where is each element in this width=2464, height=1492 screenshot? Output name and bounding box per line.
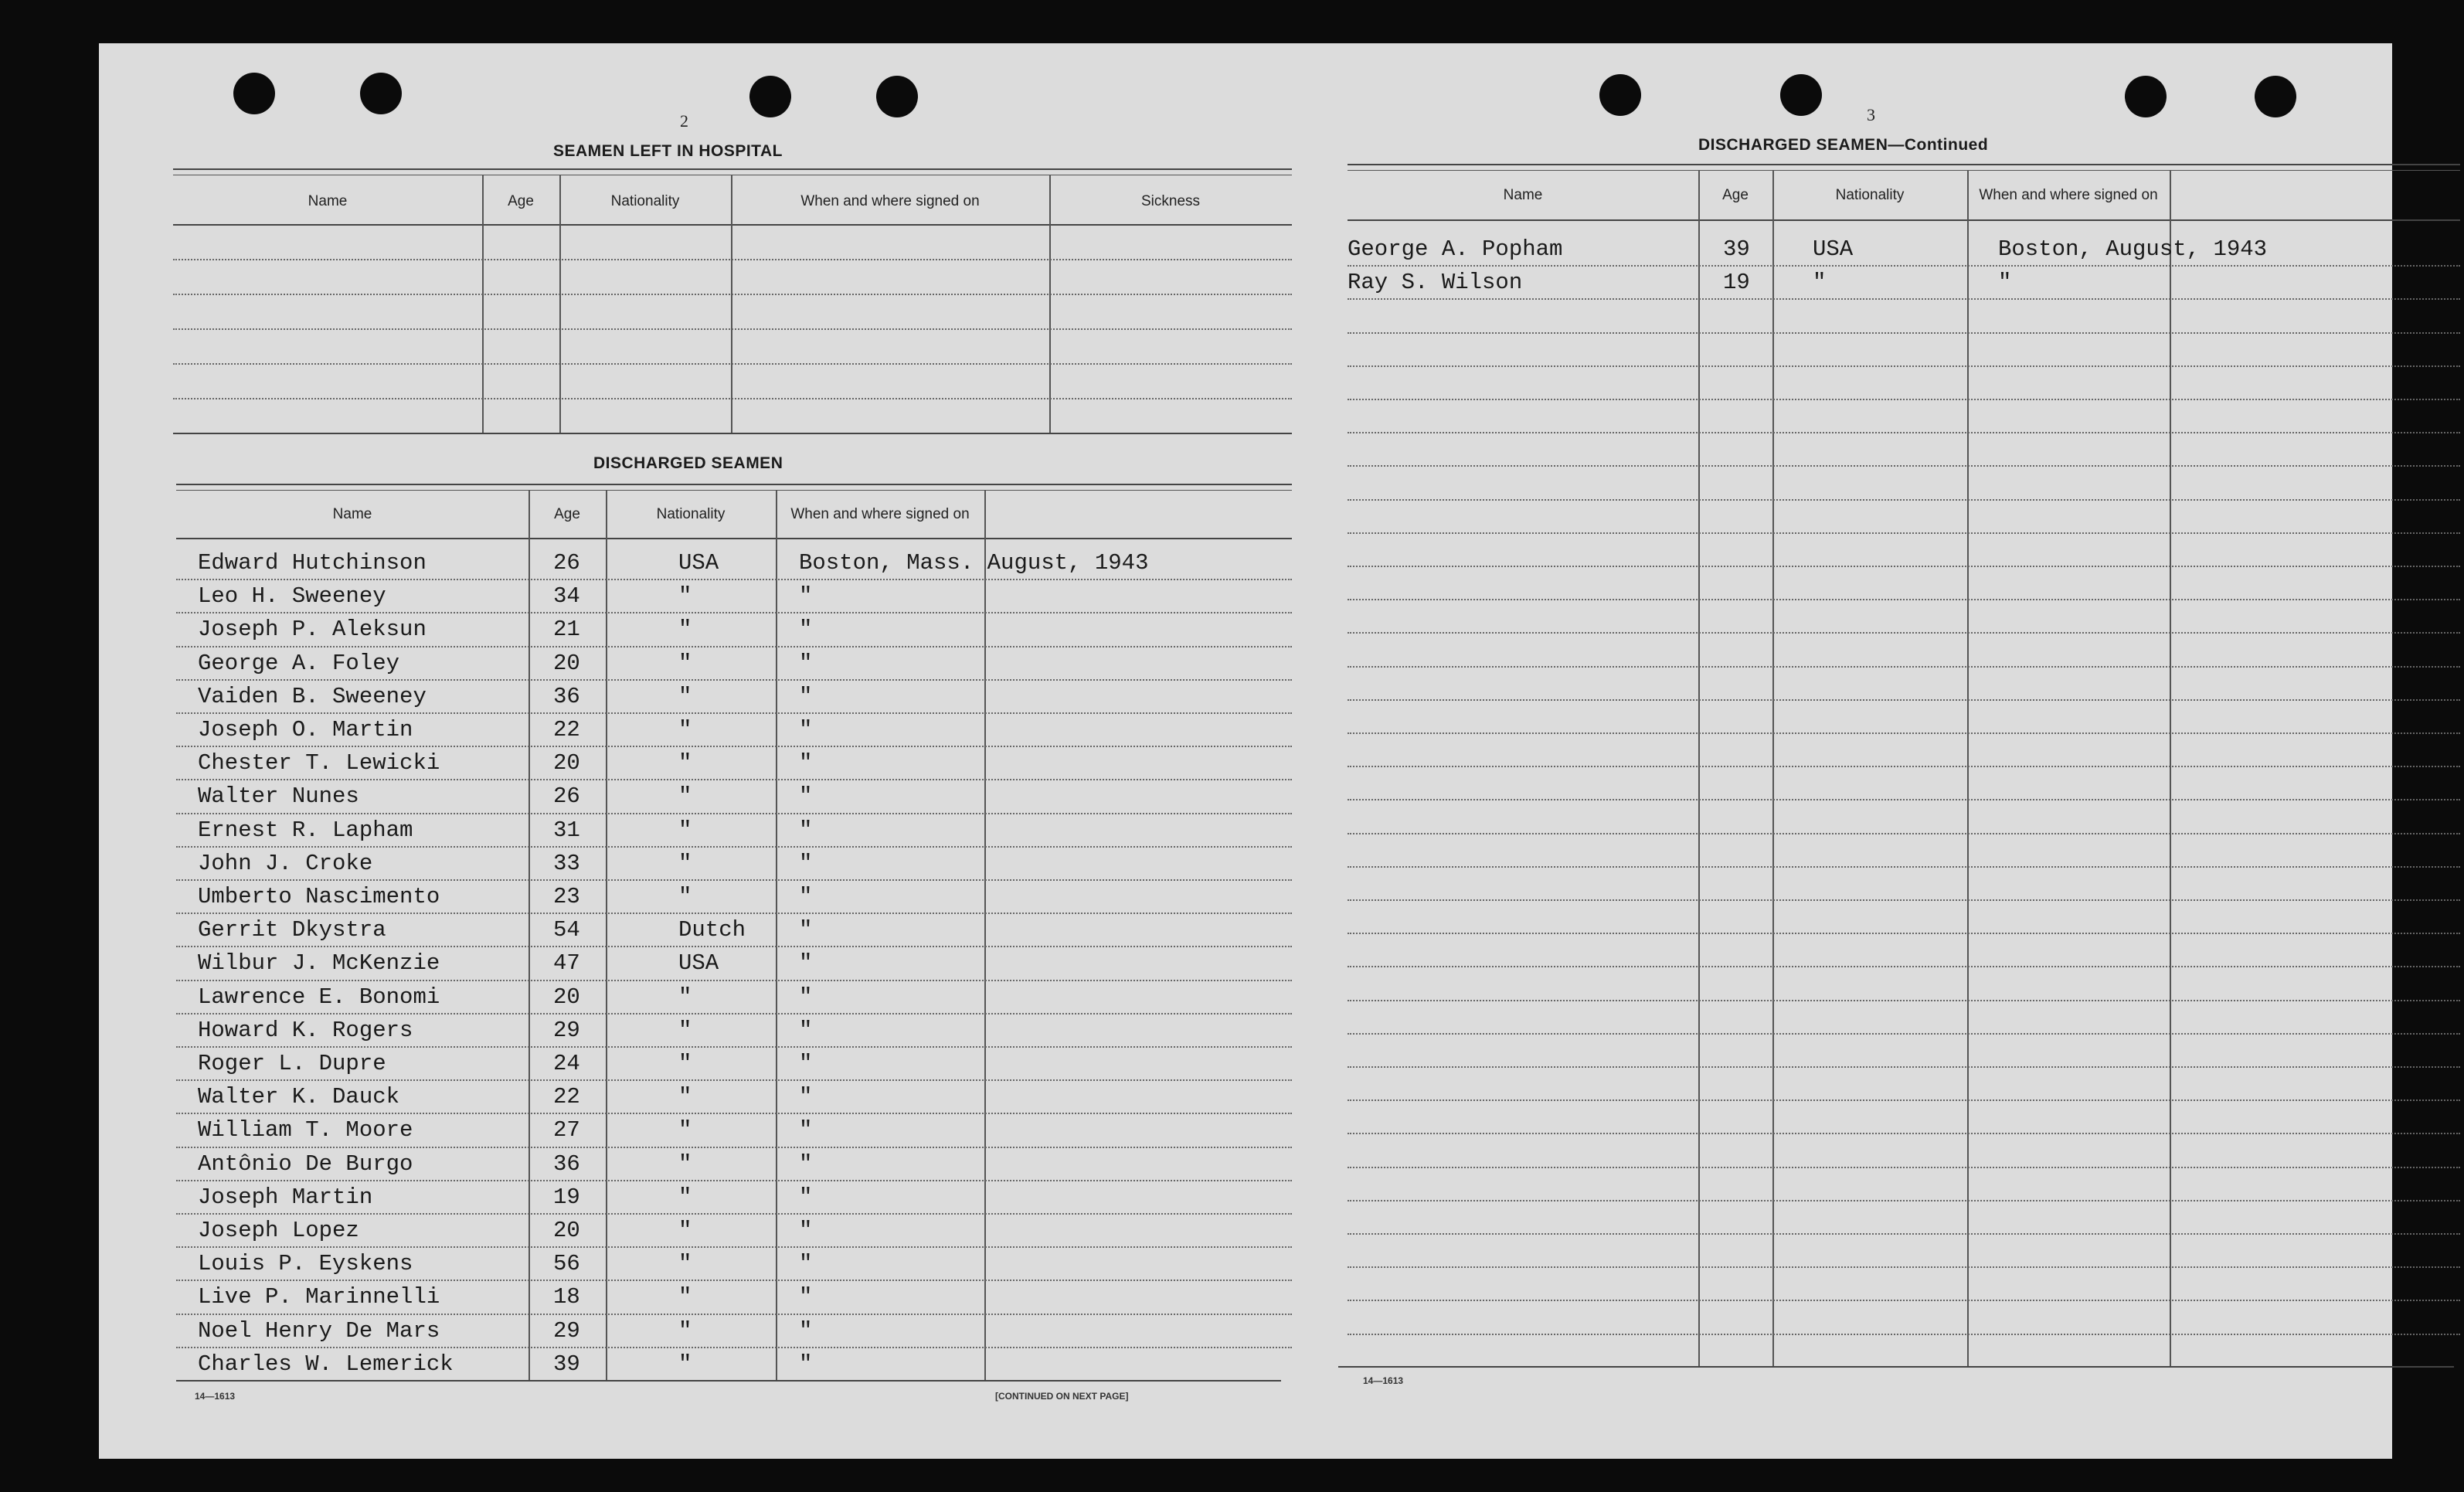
- row-rule: [173, 259, 1292, 260]
- row-rule: [176, 846, 1292, 848]
- table-rule: [1348, 219, 2460, 221]
- cell-nationality: ": [678, 617, 692, 643]
- cell-nationality: Dutch: [678, 917, 746, 943]
- punch-hole: [1780, 74, 1822, 116]
- row-rule: [176, 1246, 1292, 1248]
- row-rule: [1348, 265, 2460, 267]
- cell-name: Umberto Nascimento: [198, 884, 440, 909]
- cell-signed-on: Boston, August, 1943: [1998, 236, 2268, 262]
- cell-signed-on: ": [799, 817, 813, 843]
- cell-name: Gerrit Dkystra: [198, 917, 386, 943]
- table-rule: [1348, 164, 2460, 165]
- cell-nationality: ": [678, 1084, 692, 1110]
- row-rule: [176, 712, 1292, 714]
- row-rule: [176, 746, 1292, 747]
- cell-signed-on: ": [799, 884, 813, 909]
- punch-hole: [1599, 74, 1641, 116]
- cell-name: John J. Croke: [198, 850, 373, 876]
- table-rule: [173, 224, 1292, 226]
- cell-nationality: ": [678, 783, 692, 810]
- row-rule: [173, 328, 1292, 330]
- cell-signed-on: ": [799, 617, 813, 643]
- row-rule: [173, 363, 1292, 365]
- cell-signed-on: ": [799, 650, 813, 676]
- row-rule: [1348, 332, 2460, 334]
- table-rule: [1338, 1366, 2454, 1368]
- page-number: 3: [1867, 105, 1875, 124]
- row-rule: [176, 913, 1292, 914]
- cell-nationality: ": [678, 817, 692, 843]
- cell-age: 54: [553, 917, 580, 943]
- cell-age: 27: [553, 1117, 580, 1144]
- cell-name: Leo H. Sweeney: [198, 583, 386, 610]
- row-rule: [1348, 365, 2460, 367]
- row-rule: [173, 398, 1292, 399]
- column-divider: [1967, 170, 1969, 1366]
- row-rule: [176, 1013, 1292, 1014]
- row-rule: [176, 946, 1292, 947]
- cell-name: Ernest R. Lapham: [198, 817, 413, 843]
- row-rule: [1348, 799, 2460, 800]
- cell-age: 39: [553, 1351, 580, 1377]
- row-rule: [1348, 532, 2460, 534]
- cell-name: Edward Hutchinson: [198, 550, 427, 576]
- hospital-header-sickness: Sickness: [1140, 193, 1201, 209]
- row-rule: [173, 294, 1292, 295]
- cell-nationality: ": [678, 1017, 692, 1043]
- row-rule: [1348, 1233, 2460, 1235]
- row-rule: [1348, 1033, 2460, 1035]
- cell-age: 34: [553, 583, 580, 610]
- row-rule: [1348, 499, 2460, 501]
- cell-name: Joseph P. Aleksun: [198, 617, 427, 643]
- continued-note: [CONTINUED ON NEXT PAGE]: [995, 1391, 1129, 1402]
- hospital-header-age: Age: [508, 193, 534, 209]
- row-rule: [1348, 465, 2460, 467]
- cell-age: 47: [553, 950, 580, 977]
- cell-name: Wilbur J. McKenzie: [198, 950, 440, 977]
- cell-age: 29: [553, 1017, 580, 1043]
- cell-name: Joseph Lopez: [198, 1218, 359, 1243]
- cell-nationality: ": [678, 984, 692, 1010]
- cell-signed-on: ": [799, 850, 813, 876]
- continued-header-when-and-where-signed-on: When and where signed on: [1979, 187, 2158, 203]
- row-rule: [1348, 899, 2460, 901]
- cell-name: Joseph O. Martin: [198, 717, 413, 743]
- row-rule: [176, 1347, 1292, 1348]
- row-rule: [176, 779, 1292, 780]
- cell-nationality: ": [678, 1251, 692, 1277]
- hospital-header-nationality: Nationality: [610, 193, 680, 209]
- cell-age: 20: [553, 984, 580, 1010]
- cell-age: 22: [553, 1084, 580, 1110]
- punch-hole: [233, 73, 275, 114]
- cell-signed-on: ": [799, 1184, 813, 1210]
- cell-name: George A. Foley: [198, 650, 400, 676]
- cell-name: Noel Henry De Mars: [198, 1317, 440, 1344]
- table-rule: [173, 433, 1292, 434]
- cell-name: Antônio De Burgo: [198, 1150, 413, 1177]
- cell-name: Roger L. Dupre: [198, 1051, 386, 1076]
- column-divider: [1698, 170, 1700, 1366]
- cell-age: 23: [553, 884, 580, 909]
- cell-nationality: ": [678, 650, 692, 676]
- continued-header-nationality: Nationality: [1835, 187, 1905, 203]
- table-rule: [176, 538, 1292, 539]
- cell-signed-on: ": [799, 1317, 813, 1344]
- column-divider: [559, 175, 561, 433]
- discharged-header-age: Age: [554, 506, 580, 522]
- continued-header-name: Name: [1503, 187, 1543, 203]
- row-rule: [1348, 766, 2460, 767]
- row-rule: [1348, 632, 2460, 634]
- row-rule: [176, 1180, 1292, 1181]
- cell-nationality: USA: [678, 950, 719, 977]
- cell-name: Walter Nunes: [198, 783, 359, 810]
- row-rule: [176, 879, 1292, 881]
- cell-signed-on: ": [799, 1117, 813, 1144]
- cell-age: 24: [553, 1051, 580, 1076]
- cell-age: 20: [553, 750, 580, 777]
- cell-signed-on: ": [799, 583, 813, 610]
- row-rule: [1348, 732, 2460, 734]
- cell-age: 18: [553, 1284, 580, 1310]
- cell-age: 19: [553, 1184, 580, 1210]
- cell-signed-on: ": [799, 1251, 813, 1277]
- cell-nationality: ": [678, 717, 692, 743]
- cell-name: Joseph Martin: [198, 1184, 373, 1210]
- row-rule: [1348, 1066, 2460, 1068]
- cell-signed-on: ": [799, 1351, 813, 1377]
- cell-nationality: ": [678, 850, 692, 876]
- hospital-header-name: Name: [308, 193, 348, 209]
- row-rule: [1348, 298, 2460, 300]
- row-rule: [176, 612, 1292, 613]
- cell-signed-on: ": [799, 717, 813, 743]
- cell-age: 26: [553, 783, 580, 810]
- punch-hole: [2125, 76, 2167, 117]
- column-divider: [731, 175, 732, 433]
- cell-signed-on: ": [799, 783, 813, 810]
- cell-signed-on: ": [799, 750, 813, 777]
- cell-signed-on: ": [799, 1218, 813, 1243]
- cell-signed-on: ": [799, 1084, 813, 1110]
- hospital-header-when-and-where-signed-on: When and where signed on: [800, 193, 980, 209]
- cell-name: Walter K. Dauck: [198, 1084, 400, 1110]
- cell-signed-on: ": [799, 1284, 813, 1310]
- cell-name: Chester T. Lewicki: [198, 750, 440, 777]
- table-rule: [176, 1380, 1281, 1382]
- row-rule: [176, 579, 1292, 580]
- row-rule: [1348, 933, 2460, 934]
- continued-section-title: DISCHARGED SEAMEN—Continued: [1698, 136, 1989, 154]
- row-rule: [1348, 1200, 2460, 1201]
- row-rule: [1348, 699, 2460, 701]
- cell-name: Howard K. Rogers: [198, 1017, 413, 1043]
- cell-nationality: ": [678, 1284, 692, 1310]
- cell-age: 29: [553, 1317, 580, 1344]
- cell-signed-on: ": [799, 984, 813, 1010]
- table-rule: [176, 484, 1292, 485]
- table-rule: [176, 490, 1292, 491]
- cell-age: 36: [553, 1150, 580, 1177]
- row-rule: [176, 1314, 1292, 1315]
- cell-age: 19: [1723, 270, 1750, 296]
- cell-nationality: ": [678, 1051, 692, 1076]
- cell-nationality: ": [678, 683, 692, 709]
- row-rule: [176, 646, 1292, 647]
- cell-nationality: ": [678, 1218, 692, 1243]
- row-rule: [176, 1213, 1292, 1215]
- form-number: 14—1613: [195, 1391, 236, 1402]
- cell-signed-on: Boston, Mass. August, 1943: [799, 550, 1149, 576]
- page-number: 2: [680, 111, 688, 131]
- cell-age: 26: [553, 550, 580, 576]
- cell-signed-on: ": [799, 1150, 813, 1177]
- discharged-header-nationality: Nationality: [656, 506, 726, 522]
- row-rule: [1348, 833, 2460, 834]
- cell-age: 31: [553, 817, 580, 843]
- hospital-section-title: SEAMEN LEFT IN HOSPITAL: [553, 142, 783, 160]
- row-rule: [1348, 599, 2460, 600]
- column-divider: [2170, 170, 2171, 1366]
- row-rule: [1348, 1000, 2460, 1001]
- punch-hole: [749, 76, 791, 117]
- cell-age: 20: [553, 1218, 580, 1243]
- row-rule: [176, 1113, 1292, 1114]
- row-rule: [1348, 1167, 2460, 1168]
- document-sheet: [99, 43, 2392, 1459]
- cell-name: Louis P. Eyskens: [198, 1251, 413, 1277]
- cell-nationality: ": [678, 1117, 692, 1144]
- punch-hole: [876, 76, 918, 117]
- cell-nationality: USA: [678, 550, 719, 576]
- column-divider: [1049, 175, 1051, 433]
- row-rule: [1348, 866, 2460, 868]
- cell-name: Lawrence E. Bonomi: [198, 984, 440, 1010]
- cell-name: Charles W. Lemerick: [198, 1351, 454, 1377]
- cell-nationality: ": [678, 583, 692, 610]
- cell-age: 21: [553, 617, 580, 643]
- cell-nationality: USA: [1813, 236, 1854, 262]
- row-rule: [1348, 966, 2460, 967]
- cell-name: Live P. Marinnelli: [198, 1284, 440, 1310]
- row-rule: [176, 1147, 1292, 1148]
- cell-signed-on: ": [799, 1051, 813, 1076]
- cell-nationality: ": [678, 1351, 692, 1377]
- row-rule: [1348, 1334, 2460, 1335]
- column-divider: [1772, 170, 1774, 1366]
- cell-nationality: ": [678, 750, 692, 777]
- row-rule: [176, 1280, 1292, 1281]
- cell-signed-on: ": [799, 917, 813, 943]
- cell-nationality: ": [678, 1150, 692, 1177]
- row-rule: [176, 1046, 1292, 1048]
- punch-hole: [360, 73, 402, 114]
- row-rule: [1348, 666, 2460, 668]
- row-rule: [176, 813, 1292, 814]
- cell-signed-on: ": [799, 683, 813, 709]
- cell-name: Vaiden B. Sweeney: [198, 683, 427, 709]
- cell-age: 20: [553, 650, 580, 676]
- row-rule: [1348, 432, 2460, 433]
- cell-age: 56: [553, 1251, 580, 1277]
- cell-signed-on: ": [1998, 270, 2012, 296]
- row-rule: [1348, 566, 2460, 567]
- cell-name: Ray S. Wilson: [1348, 270, 1523, 296]
- cell-nationality: ": [678, 884, 692, 909]
- column-divider: [482, 175, 484, 433]
- row-rule: [176, 980, 1292, 981]
- cell-age: 22: [553, 717, 580, 743]
- cell-age: 39: [1723, 236, 1750, 262]
- table-rule: [173, 168, 1292, 170]
- discharged-section-title: DISCHARGED SEAMEN: [593, 454, 783, 472]
- discharged-header-name: Name: [332, 506, 372, 522]
- row-rule: [1348, 1300, 2460, 1301]
- row-rule: [176, 679, 1292, 681]
- row-rule: [1348, 1133, 2460, 1134]
- cell-signed-on: ": [799, 1017, 813, 1043]
- form-number: 14—1613: [1363, 1375, 1404, 1386]
- cell-age: 36: [553, 683, 580, 709]
- row-rule: [176, 1079, 1292, 1081]
- cell-nationality: ": [678, 1184, 692, 1210]
- cell-name: George A. Popham: [1348, 236, 1563, 262]
- cell-name: William T. Moore: [198, 1117, 413, 1144]
- cell-nationality: ": [678, 1317, 692, 1344]
- table-rule: [1348, 170, 2460, 171]
- discharged-header-when-and-where-signed-on: When and where signed on: [790, 506, 970, 522]
- row-rule: [1348, 1266, 2460, 1268]
- cell-signed-on: ": [799, 950, 813, 977]
- row-rule: [1348, 1099, 2460, 1101]
- continued-header-age: Age: [1722, 187, 1749, 203]
- cell-nationality: ": [1813, 270, 1827, 296]
- cell-age: 33: [553, 850, 580, 876]
- row-rule: [1348, 399, 2460, 400]
- punch-hole: [2255, 76, 2296, 117]
